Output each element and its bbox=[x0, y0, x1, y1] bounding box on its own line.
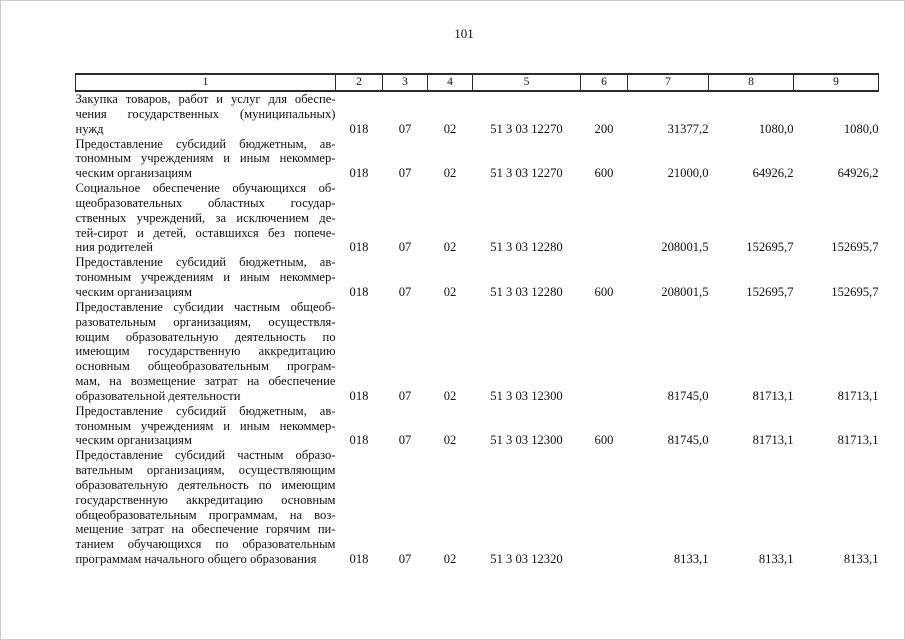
description-line: мещение затрат на обеспечение горячим пи- bbox=[75, 522, 336, 537]
description-line: Закупка товаров, работ и услуг для обеспе- bbox=[75, 92, 336, 106]
description-line: ственных учреждений, за исключением де- bbox=[75, 210, 336, 225]
column-header-8: 8 bbox=[709, 74, 794, 91]
cell-col-4: 02 bbox=[443, 284, 457, 299]
description-line: Предоставление субсидий бюджетным, ав- bbox=[75, 403, 336, 418]
cell-col-8: 8133,1 bbox=[758, 552, 794, 567]
table-row bbox=[76, 448, 879, 567]
description-line: танием обучающихся по образовательным bbox=[75, 537, 336, 552]
cell-col-6: 200 bbox=[594, 121, 614, 136]
table-row bbox=[76, 255, 879, 300]
cell-col-4: 02 bbox=[443, 121, 457, 136]
cell-col-9: 64926,2 bbox=[837, 166, 879, 181]
cell-description bbox=[76, 255, 336, 300]
cell-col-5: 51 3 03 12280 bbox=[490, 284, 563, 299]
table-body bbox=[76, 91, 879, 567]
cell-col-7: 81745,0 bbox=[667, 433, 709, 448]
cell-col-8: 81713,1 bbox=[752, 388, 794, 403]
cell-col-8: 152695,7 bbox=[746, 240, 794, 255]
cell-col-2: 018 bbox=[349, 552, 369, 567]
table-row bbox=[76, 300, 879, 404]
description-line: программам начального общего образования bbox=[75, 552, 317, 567]
column-header-9: 9 bbox=[794, 74, 879, 91]
column-header-5: 5 bbox=[473, 74, 581, 91]
description-line: тей-сирот и детей, оставшихся без попече- bbox=[75, 225, 336, 240]
description-line: вательным организациям, осуществляющим bbox=[75, 463, 336, 478]
cell-col-7: 21000,0 bbox=[667, 166, 709, 181]
cell-description bbox=[76, 448, 336, 567]
cell-col-9: 152695,7 bbox=[831, 240, 879, 255]
cell-description bbox=[76, 181, 336, 255]
cell-col-2: 018 bbox=[349, 388, 369, 403]
cell-col-3: 07 bbox=[398, 284, 412, 299]
column-header-7: 7 bbox=[628, 74, 709, 91]
cell-col-9: 81713,1 bbox=[837, 388, 879, 403]
cell-col-8: 1080,0 bbox=[758, 121, 794, 136]
cell-col-6 bbox=[581, 300, 628, 404]
description-line: Предоставление субсидий частным образо- bbox=[75, 448, 336, 463]
page-number: 101 bbox=[454, 26, 474, 41]
budget-table bbox=[75, 73, 879, 567]
cell-col-7: 31377,2 bbox=[667, 121, 709, 136]
cell-col-8: 81713,1 bbox=[752, 433, 794, 448]
description-line: нужд bbox=[75, 121, 104, 136]
description-line: разовательным организациям, осуществля- bbox=[75, 314, 336, 329]
cell-col-2: 018 bbox=[349, 433, 369, 448]
column-header-2: 2 bbox=[336, 74, 383, 91]
cell-col-2: 018 bbox=[349, 284, 369, 299]
cell-col-9: 81713,1 bbox=[837, 433, 879, 448]
cell-col-2: 018 bbox=[349, 240, 369, 255]
description-line: мам, на возмещение затрат на обеспечение bbox=[75, 374, 336, 389]
cell-col-5: 51 3 03 12320 bbox=[490, 552, 563, 567]
cell-description bbox=[76, 91, 336, 137]
cell-col-9: 8133,1 bbox=[843, 552, 879, 567]
cell-description bbox=[76, 300, 336, 404]
description-line: тономным учреждениям и иным некоммер- bbox=[75, 270, 336, 285]
cell-col-4: 02 bbox=[443, 433, 457, 448]
description-line: общеобразовательным программам, на воз- bbox=[75, 507, 336, 522]
column-header-6: 6 bbox=[581, 74, 628, 91]
description-line: государственную аккредитацию основным bbox=[75, 492, 336, 507]
description-line: ческим организациям bbox=[75, 284, 192, 299]
table-row bbox=[76, 181, 879, 255]
cell-col-3: 07 bbox=[398, 166, 412, 181]
cell-col-7: 208001,5 bbox=[661, 240, 709, 255]
cell-col-3: 07 bbox=[398, 121, 412, 136]
cell-col-3: 07 bbox=[398, 433, 412, 448]
description-line: Предоставление субсидий бюджетным, ав- bbox=[75, 255, 336, 270]
cell-description bbox=[76, 404, 336, 449]
cell-col-7: 81745,0 bbox=[667, 388, 709, 403]
cell-col-9: 1080,0 bbox=[843, 121, 879, 136]
description-line: тономным учреждениям и иным некоммер- bbox=[75, 418, 336, 433]
cell-col-5: 51 3 03 12300 bbox=[490, 433, 563, 448]
cell-col-5: 51 3 03 12280 bbox=[490, 240, 563, 255]
table-header-row bbox=[76, 74, 879, 91]
table-row bbox=[76, 137, 879, 182]
table-header bbox=[76, 74, 879, 91]
column-header-4: 4 bbox=[428, 74, 473, 91]
description-line: чения государственных (муниципальных) bbox=[75, 106, 336, 121]
cell-col-7: 8133,1 bbox=[673, 552, 709, 567]
description-line: щеобразовательных областных государ- bbox=[75, 195, 336, 210]
cell-col-6: 600 bbox=[594, 166, 614, 181]
table-row bbox=[76, 404, 879, 449]
description-line: Социальное обеспечение обучающихся об- bbox=[75, 181, 336, 196]
cell-col-3: 07 bbox=[398, 552, 412, 567]
cell-col-2: 018 bbox=[349, 121, 369, 136]
description-line: ния родителей bbox=[75, 240, 154, 255]
cell-col-6: 600 bbox=[594, 284, 614, 299]
cell-col-3: 07 bbox=[398, 240, 412, 255]
description-line: образовательной деятельности bbox=[75, 388, 241, 403]
cell-col-6 bbox=[581, 181, 628, 255]
cell-col-8: 152695,7 bbox=[746, 284, 794, 299]
cell-description bbox=[76, 137, 336, 182]
description-line: тономным учреждениям и иным некоммер- bbox=[75, 151, 336, 166]
description-line: Предоставление субсидии частным общеоб- bbox=[75, 299, 336, 314]
cell-col-4: 02 bbox=[443, 166, 457, 181]
cell-col-8: 64926,2 bbox=[752, 166, 794, 181]
cell-col-9: 152695,7 bbox=[831, 284, 879, 299]
description-line: ческим организациям bbox=[75, 433, 192, 448]
column-header-1: 1 bbox=[76, 74, 336, 91]
cell-col-4: 02 bbox=[443, 388, 457, 403]
description-line: основным общеобразовательным програм- bbox=[75, 359, 336, 374]
description-line: имеющим государственную аккредитацию bbox=[75, 344, 336, 359]
cell-col-3: 07 bbox=[398, 388, 412, 403]
description-line: Предоставление субсидий бюджетным, ав- bbox=[75, 136, 336, 151]
cell-col-2: 018 bbox=[349, 166, 369, 181]
cell-col-5: 51 3 03 12300 bbox=[490, 388, 563, 403]
description-line: ющим образовательную деятельность по bbox=[75, 329, 336, 344]
cell-col-7: 208001,5 bbox=[661, 284, 709, 299]
cell-col-4: 02 bbox=[443, 240, 457, 255]
description-line: ческим организациям bbox=[75, 166, 192, 181]
cell-col-5: 51 3 03 12270 bbox=[490, 121, 563, 136]
table-row bbox=[76, 91, 879, 137]
column-header-3: 3 bbox=[383, 74, 428, 91]
cell-col-6 bbox=[581, 448, 628, 567]
cell-col-5: 51 3 03 12270 bbox=[490, 166, 563, 181]
cell-col-4: 02 bbox=[443, 552, 457, 567]
description-line: образовательную деятельность по имеющим bbox=[75, 477, 336, 492]
cell-col-6: 600 bbox=[594, 433, 614, 448]
